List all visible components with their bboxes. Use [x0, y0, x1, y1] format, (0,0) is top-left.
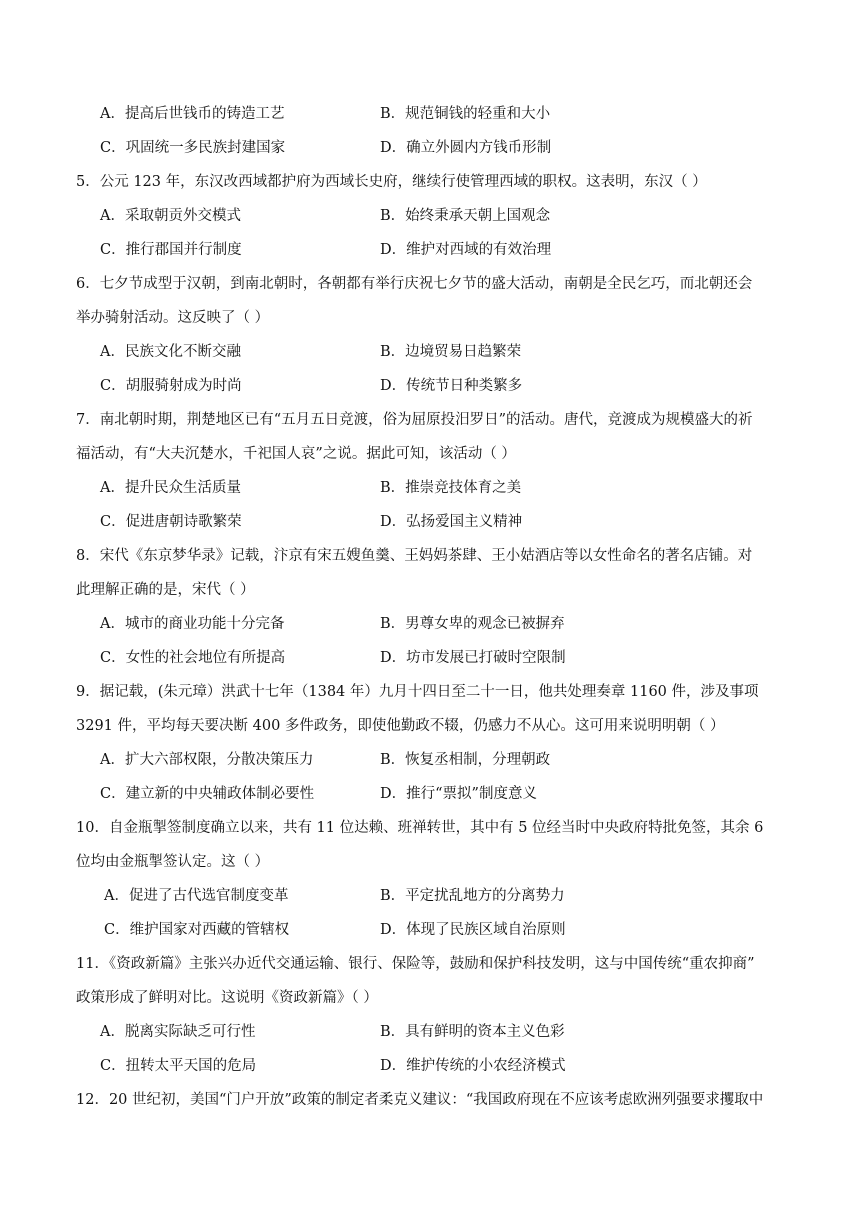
answer-option: D．弘扬爱国主义精神 — [380, 514, 523, 530]
question-text: 5．公元 123 年，东汉改西域都护府为西域长史府，继续行使管理西域的职权。这表明，东汉（ ） — [76, 174, 707, 190]
answer-option: C．巩固统一多民族封建国家 — [100, 140, 286, 156]
answer-option: A．扩大六部权限，分散决策压力 — [100, 752, 314, 768]
answer-option: A．民族文化不断交融 — [100, 344, 241, 360]
answer-option: D．维护传统的小农经济模式 — [380, 1058, 566, 1074]
answer-option: B．平定扰乱地方的分离势力 — [380, 888, 565, 904]
answer-option: D．维护对西域的有效治理 — [380, 242, 552, 258]
answer-option: B．始终秉承天朝上国观念 — [380, 208, 551, 224]
question-text: 8．宋代《东京梦华录》记载，汴京有宋五嫂鱼羹、王妈妈茶肆、王小姑酒店等以女性命名的著名店铺。对 — [76, 548, 753, 564]
question-text: 10．自金瓶掣签制度确立以来，共有 11 位达赖、班禅转世，其中有 5 位经当时中央政府特批免签，其余 6 — [76, 820, 764, 836]
answer-option: A．城市的商业功能十分完备 — [100, 616, 285, 632]
answer-option: A．促进了古代选官制度变革 — [104, 888, 289, 904]
answer-option: C．女性的社会地位有所提高 — [100, 650, 286, 666]
answer-option: C．维护国家对西藏的管辖权 — [104, 922, 290, 938]
question-text: 12．20 世纪初，美国“门户开放”政策的制定者柔克义建议：“我国政府现在不应该考虑欧洲列强要求攫取中 — [76, 1092, 764, 1108]
answer-option: C．建立新的中央辅政体制必要性 — [100, 786, 315, 802]
question-text: 6．七夕节成型于汉朝，到南北朝时，各朝都有举行庆祝七夕节的盛大活动，南朝是全民乞巧，而北朝还会 — [76, 276, 753, 292]
answer-option: A．采取朝贡外交模式 — [100, 208, 241, 224]
question-text-continued: 政策形成了鲜明对比。这说明《资政新篇》（ ） — [76, 990, 378, 1006]
question-text: 9．据记载，(朱元璋）洪武十七年（1384 年）九月十四日至二十一日，他共处理奏章 1160 件，涉及事项 — [76, 684, 759, 700]
answer-option: B．具有鲜明的资本主义色彩 — [380, 1024, 565, 1040]
answer-option: A．脱离实际缺乏可行性 — [100, 1024, 256, 1040]
answer-option: D．传统节日种类繁多 — [380, 378, 523, 394]
answer-option: D．推行“票拟”制度意义 — [380, 786, 537, 802]
question-text: 11．《资政新篇》主张兴办近代交通运输、银行、保险等，鼓励和保护科技发明，这与中国传统“重农抑商” — [76, 956, 755, 972]
question-text-continued: 3291 件，平均每天要决断 400 多件政务，即使他勤政不辍，仍感力不从心。这可用来说明明朝（ ） — [76, 718, 725, 734]
answer-option: C．扭转太平天国的危局 — [100, 1058, 257, 1074]
question-text-continued: 位均由金瓶掣签认定。这（ ） — [76, 854, 270, 870]
answer-option: A．提高后世钱币的铸造工艺 — [100, 106, 285, 122]
question-text-continued: 举办骑射活动。这反映了（ ） — [76, 310, 270, 326]
answer-option: B．男尊女卑的观念已被摒弃 — [380, 616, 565, 632]
question-text-continued: 福活动，有“大夫沉楚水，千祀国人哀”之说。据此可知，该活动（ ） — [76, 446, 516, 462]
answer-option: D．体现了民族区域自治原则 — [380, 922, 566, 938]
answer-option: B．规范铜钱的轻重和大小 — [380, 106, 551, 122]
answer-option: B．恢复丞相制，分理朝政 — [380, 752, 551, 768]
answer-option: B．边境贸易日趋繁荣 — [380, 344, 522, 360]
question-text: 7．南北朝时期，荆楚地区已有“五月五日竞渡，俗为屈原投汨罗日”的活动。唐代，竞渡成为规模盛大的祈 — [76, 412, 753, 428]
answer-option: D．坊市发展已打破时空限制 — [380, 650, 566, 666]
question-text-continued: 此理解正确的是，宋代（ ） — [76, 582, 255, 598]
answer-option: C．胡服骑射成为时尚 — [100, 378, 242, 394]
answer-option: D．确立外圆内方钱币形制 — [380, 140, 552, 156]
answer-option: C．推行郡国并行制度 — [100, 242, 242, 258]
answer-option: B．推崇竞技体育之美 — [380, 480, 522, 496]
answer-option: C．促进唐朝诗歌繁荣 — [100, 514, 242, 530]
answer-option: A．提升民众生活质量 — [100, 480, 241, 496]
